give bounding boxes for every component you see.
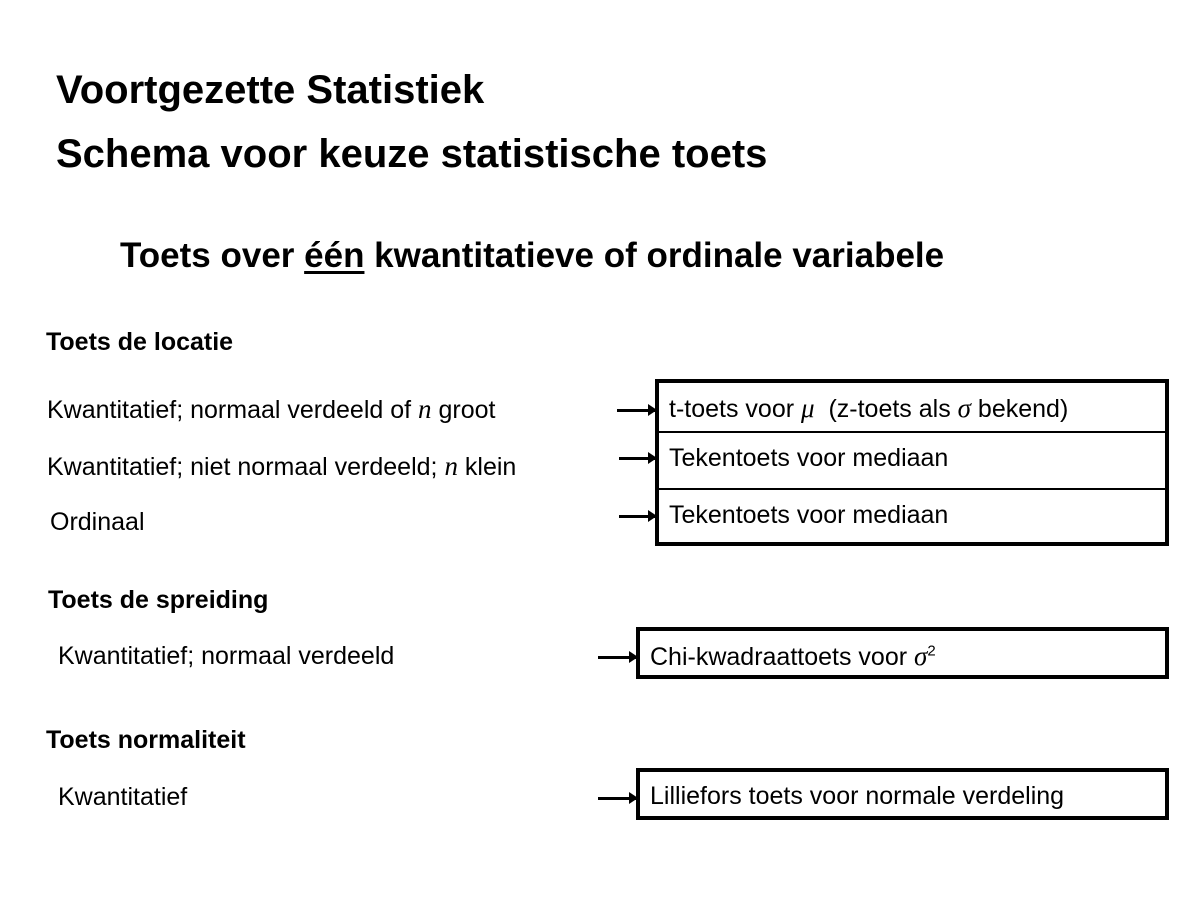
row-label-post: groot [431,396,496,424]
row-label-italic: n [444,451,458,481]
arrow-icon [598,797,636,800]
row-label: Kwantitatief; normaal verdeeld [58,642,395,670]
row-label-post: klein [457,453,517,481]
result-box-normality [636,768,1169,820]
sigma-symbol: σ [914,641,928,671]
divider [659,488,1165,490]
sigma-symbol: σ [957,393,971,423]
row-label: Kwantitatief [58,783,188,811]
result-box-location [655,379,1169,546]
result-post: bekend) [970,395,1069,423]
result-t-test [659,393,1165,424]
result-sign-test: Tekentoets voor mediaan [669,501,949,529]
result-pre: t-toets voor [669,395,801,423]
section-heading-location: Toets de locatie [46,328,234,356]
subtitle-post: kwantitatieve of ordinale variabele [364,236,945,275]
result-pre: Chi-kwadraattoets voor [650,643,915,671]
section-heading-spread: Toets de spreiding [48,586,269,614]
arrow-icon [619,457,655,460]
result-mid: (z-toets als [814,395,958,423]
superscript: 2 [927,642,936,660]
row-label [47,451,516,482]
row-label [47,394,495,425]
row-label-pre: Kwantitatief; normaal verdeeld of [47,396,419,424]
result-chi-square [640,641,1165,672]
row-label-italic: n [418,394,432,424]
mu-symbol: μ [801,393,815,423]
subtitle-pre: Toets over [120,236,305,275]
title-line-1: Voortgezette Statistiek [56,68,485,112]
arrow-icon [617,409,655,412]
arrow-icon [619,515,655,518]
result-lilliefors: Lilliefors toets voor normale verdeling [650,782,1065,810]
row-label-pre: Kwantitatief; niet normaal verdeeld; [47,453,445,481]
subtitle [120,236,944,276]
arrow-icon [598,656,636,659]
row-label: Ordinaal [50,508,145,536]
divider [659,431,1165,433]
result-box-spread [636,627,1169,679]
subtitle-emphasis: één [304,236,365,275]
section-heading-normality: Toets normaliteit [46,726,246,754]
title-line-2: Schema voor keuze statistische toets [56,132,768,176]
result-sign-test: Tekentoets voor mediaan [669,444,949,472]
